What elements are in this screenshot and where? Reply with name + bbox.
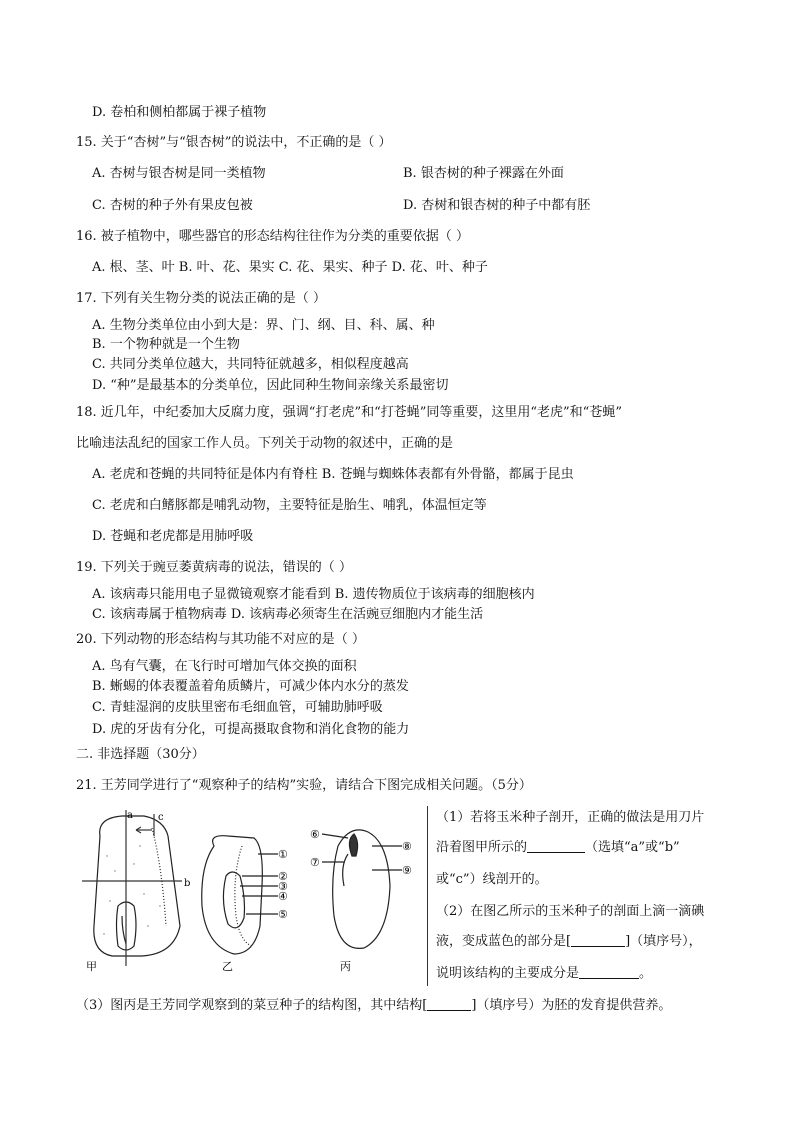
- q21-part2-line1: （2）在图乙所示的玉米种子的剖面上滴一滴碘: [436, 904, 705, 919]
- figure-yi: [202, 836, 278, 954]
- q15-option-b: B. 银杏树的种子裸露在外面: [403, 166, 564, 181]
- answer-blank-3[interactable]: [579, 966, 639, 979]
- q18-stem-line1: 18. 近几年，中纪委加大反腐力度，强调“打老虎”和“打苍蝇”同等重要，这里用“老虎”和“苍蝇”: [76, 405, 622, 420]
- q17-option-c: C. 共同分类单位越大，共同特征就越多，相似程度越高: [92, 357, 409, 372]
- label-1: ①: [278, 848, 288, 861]
- answer-blank-4[interactable]: [427, 998, 471, 1011]
- figure-divider: [427, 806, 428, 986]
- q17-option-a: A. 生物分类单位由小到大是：界、门、纲、目、科、属、种: [92, 318, 435, 333]
- label-5: ⑤: [278, 908, 288, 921]
- line-a-label: a: [127, 810, 133, 821]
- label-7: ⑦: [310, 856, 320, 869]
- q21-part1-line3: 或“c”）线剖开的。: [436, 872, 548, 887]
- q16-stem: 16. 被子植物中，哪些器官的形态结构往往作为分类的重要依据（ ）: [76, 229, 469, 244]
- label-4: ④: [278, 890, 288, 903]
- q17-option-d: D. “种”是最基本的分类单位，因此同种生物间亲缘关系最密切: [92, 378, 449, 393]
- seed-structure-figure: [82, 806, 432, 976]
- q17-option-b: B. 一个物种就是一个生物: [92, 337, 240, 352]
- q21-part1-line1: （1）若将玉米种子剖开，正确的做法是用刀片: [436, 810, 705, 825]
- q21-part2-text: 液，变成蓝色的部分是[: [436, 934, 572, 949]
- q19-option-cd: C. 该病毒属于植物病毒 D. 该病毒必须寄生在活豌豆细胞内才能生活: [92, 607, 484, 622]
- q15-option-c: C. 杏树的种子外有果皮包被: [92, 198, 253, 213]
- q21-stem: 21. 王芳同学进行了“观察种子的结构”实验，请结合下图完成相关问题。（5分）: [76, 778, 532, 793]
- q21-part2c-end: 。: [639, 966, 653, 981]
- label-6: ⑥: [310, 828, 320, 841]
- q19-stem: 19. 下列关于豌豆萎黄病毒的说法，错误的（ ）: [76, 560, 352, 575]
- q18-option-c: C. 老虎和白鳍豚都是哺乳动物，主要特征是胎生、哺乳，体温恒定等: [92, 498, 487, 513]
- q14-option-d: D. 卷柏和侧柏都属于裸子植物: [92, 105, 267, 120]
- answer-blank-1[interactable]: [527, 840, 585, 853]
- caption-bing: 丙: [340, 960, 351, 973]
- q19-option-ab: A. 该病毒只能用电子显微镜观察才能看到 B. 遗传物质位于该病毒的细胞核内: [92, 587, 535, 602]
- line-b-label: b: [184, 878, 191, 889]
- q21-part2-line3: [436, 966, 652, 982]
- q15-option-a: A. 杏树与银杏树是同一类植物: [92, 166, 266, 181]
- q21-part1-text: 沿着图甲所示的: [436, 840, 528, 855]
- figure-jia: [82, 810, 182, 966]
- q21-part3-text: （3）图丙是王芳同学观察到的菜豆种子的结构图，其中结构[: [76, 998, 428, 1013]
- q20-option-a: A. 鸟有气囊，在飞行时可增加气体交换的面积: [92, 659, 357, 674]
- q20-stem: 20. 下列动物的形态结构与其功能不对应的是（ ）: [76, 632, 365, 647]
- label-8: ⑧: [402, 840, 412, 853]
- caption-jia: 甲: [86, 960, 97, 973]
- q18-option-ab: A. 老虎和苍蝇的共同特征是体内有脊柱 B. 苍蝇与蜘蛛体表都有外骨骼，都属于昆虫: [92, 467, 574, 482]
- q20-option-b: B. 蜥蜴的体表覆盖着角质鳞片，可减少体内水分的蒸发: [92, 679, 409, 694]
- figure-bing: [322, 830, 402, 949]
- caption-yi: 乙: [222, 960, 233, 973]
- q21-part2-hint: ]（填序号），: [625, 934, 702, 949]
- q18-stem-line2: 比喻违法乱纪的国家工作人员。下列关于动物的叙述中，正确的是: [76, 436, 454, 451]
- q20-option-d: D. 虎的牙齿有分化，可提高摄取食物和消化食物的能力: [92, 722, 410, 737]
- q21-part2-line2: [436, 934, 702, 950]
- q17-stem: 17. 下列有关生物分类的说法正确的是（ ）: [76, 291, 326, 306]
- q21-part3: [76, 998, 671, 1014]
- q21-part1-line2: [436, 840, 680, 856]
- q21-part1-hint: （选填“a”或“b”: [585, 840, 680, 855]
- q15-stem: 15. 关于“杏树”与“银杏树”的说法中，不正确的是（ ）: [76, 135, 392, 150]
- label-2: ②: [278, 870, 288, 883]
- q18-option-d: D. 苍蝇和老虎都是用肺呼吸: [92, 529, 254, 544]
- q20-option-c: C. 青蛙湿润的皮肤里密布毛细血管，可辅助肺呼吸: [92, 700, 383, 715]
- section-heading: 二. 非选择题（30分）: [76, 747, 205, 762]
- answer-blank-2[interactable]: [571, 934, 625, 947]
- label-9: ⑨: [402, 864, 412, 877]
- q21-part3-hint: ]（填序号）为胚的发育提供营养。: [471, 998, 672, 1013]
- line-c-label: c: [158, 812, 164, 823]
- q15-option-d: D. 杏树和银杏树的种子中都有胚: [403, 198, 591, 213]
- q21-part2c-text: 说明该结构的主要成分是: [436, 966, 580, 981]
- label-3: ③: [278, 880, 288, 893]
- q16-options: A. 根、茎、叶 B. 叶、花、果实 C. 花、果实、种子 D. 花、叶、种子: [92, 260, 488, 275]
